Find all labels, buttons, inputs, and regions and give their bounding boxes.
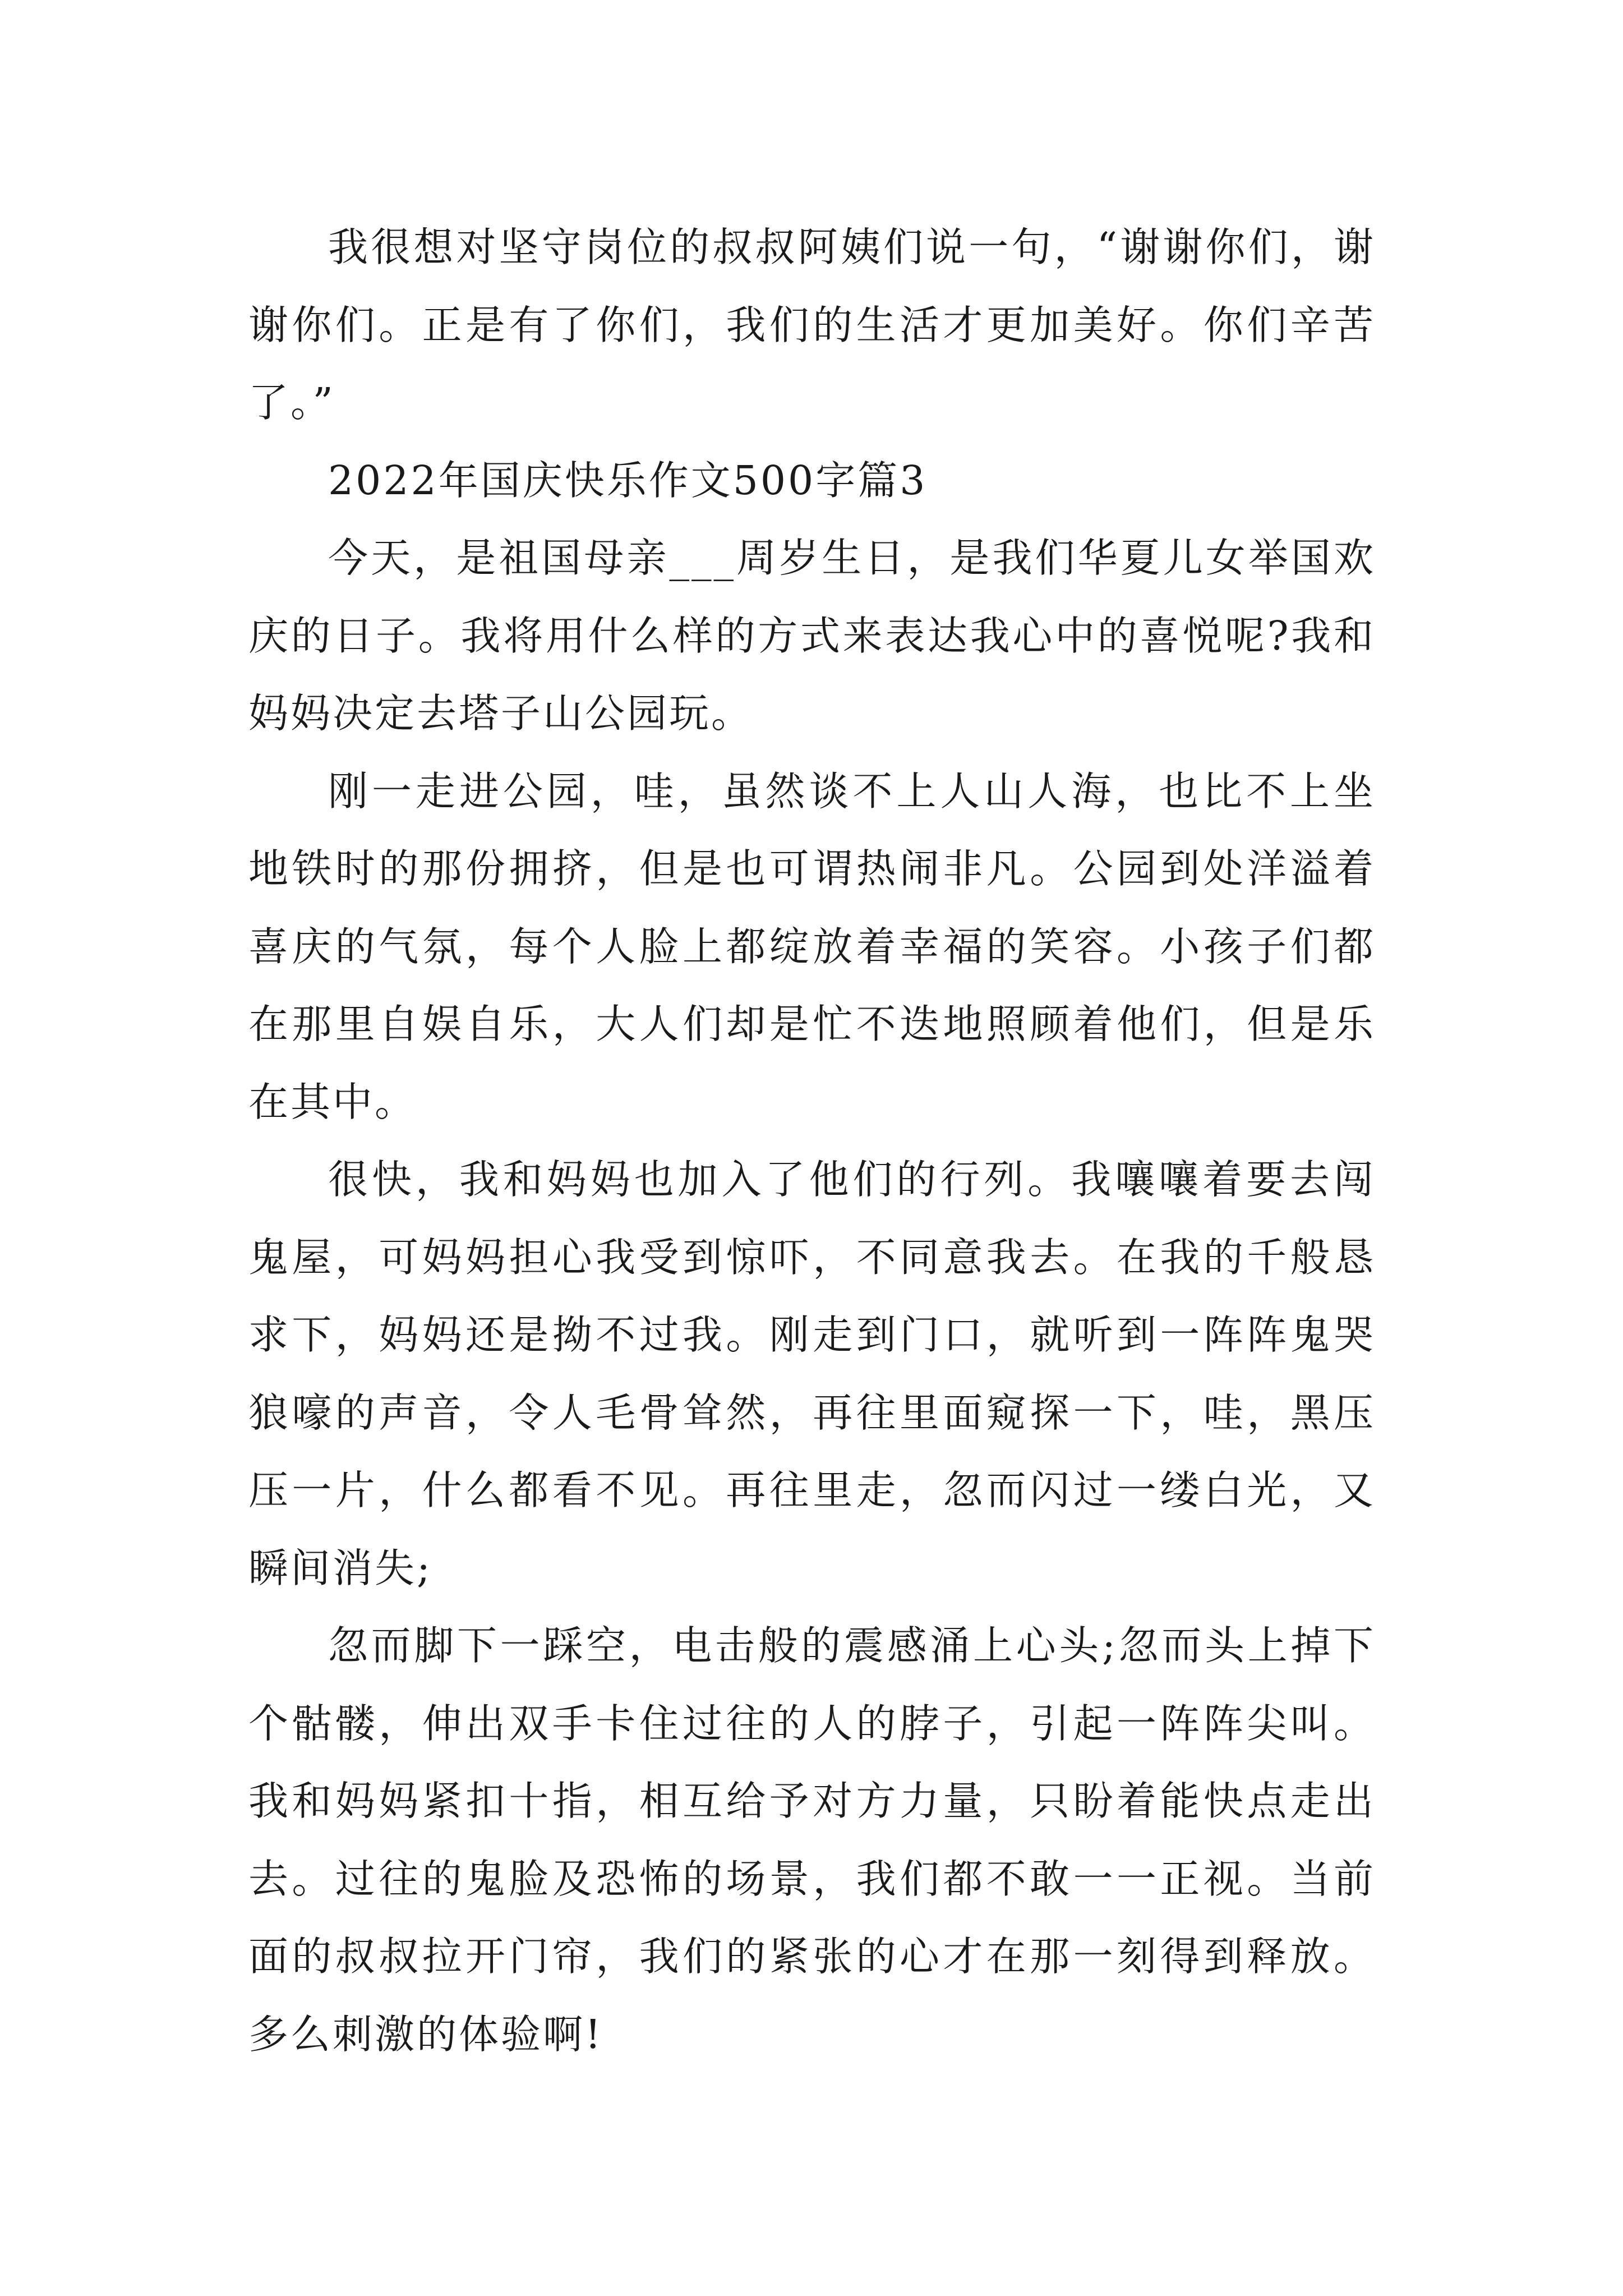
paragraph-thanks: 我很想对坚守岗位的叔叔阿姨们说一句，“谢谢你们，谢谢你们。正是有了你们，我们的生活才更加美好。你们辛苦了。” [248,224,1376,426]
paragraph-park: 刚一走进公园，哇，虽然谈不上人山人海，也比不上坐地铁时的那份拥挤，但是也可谓热闹非凡。公园到处洋溢着喜庆的气氛，每个人脸上都绽放着幸福的笑容。小孩子们都在那里自娱自乐，大人们却是忙不迭地照顾着他们，但是乐在其中。 [248,767,1376,1125]
document-body [248,209,1376,2073]
paragraph-haunted-house: 很快，我和妈妈也加入了他们的行列。我嚷嚷着要去闯鬼屋，可妈妈担心我受到惊吓，不同意我去。在我的千般恳求下，妈妈还是拗不过我。刚走到门口，就听到一阵阵鬼哭狼嚎的声音，令人毛骨耸然，再往里面窥探一下，哇，黑压压一片，什么都看不见。再往里走，忽而闪过一缕白光，又瞬间消失; [248,1156,1376,1591]
section-heading: 2022年国庆快乐作文500字篇3 [328,457,928,504]
paragraph-intro: 今天，是祖国母亲___周岁生日，是我们华夏儿女举国欢庆的日子。我将用什么样的方式来表达我心中的喜悦呢?我和妈妈决定去塔子山公园玩。 [248,535,1376,737]
paragraph-experience: 忽而脚下一踩空，电击般的震感涌上心头;忽而头上掉下个骷髅，伸出双手卡住过往的人的脖子，引起一阵阵尖叫。我和妈妈紧扣十指，相互给予对方力量，只盼着能快点走出去。过往的鬼脸及恐怖的场景，我们都不敢一一正视。当前面的叔叔拉开门帘，我们的紧张的心才在那一刻得到释放。多么刺激的体验啊! [248,1622,1376,2058]
